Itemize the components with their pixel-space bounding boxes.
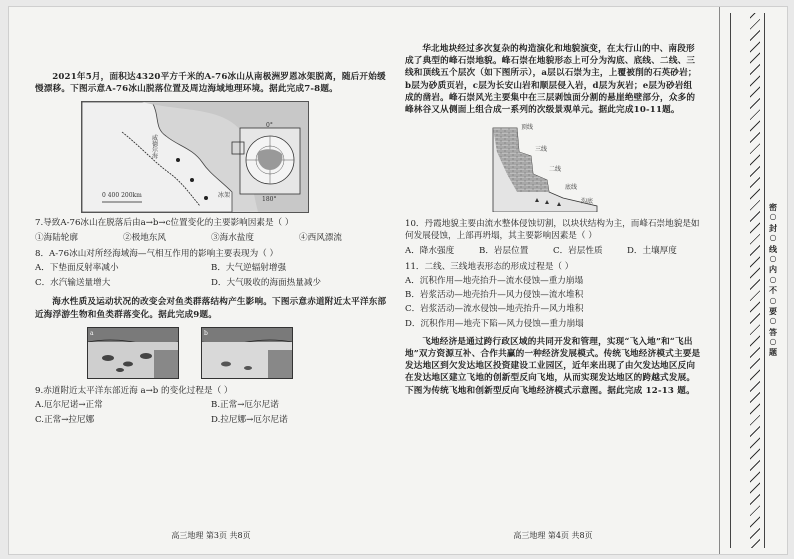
seal-char-5: 不 — [769, 285, 777, 296]
ocean-label-a: a — [90, 329, 94, 337]
q11-option-c: C．岩浆活动—流水侵蚀—地壳抬升—风力堆积 — [405, 304, 584, 315]
q9-options — [35, 399, 387, 429]
map-lat-label: 0° — [266, 122, 273, 130]
label-base-line: 底线 — [565, 184, 578, 192]
q11-option-d: D．沉积作用—地壳下陷—风力侵蚀—重力崩塌 — [405, 318, 584, 329]
seal-char-7: 答 — [769, 326, 777, 337]
intro-7-8: 2021年5月，面积达4320平方千米的A-76冰山从南极洲罗恩冰架脱离，随后开始缓慢漂移。下图示意A-76冰山脱落位置及周边海域地理环境。据此完成7-8题。 — [35, 72, 386, 95]
q8-option-a: A．下垫面反射率减小 — [35, 263, 119, 274]
binding-strip — [719, 7, 786, 554]
q9-option-c: C.正常→拉尼娜 — [35, 415, 95, 426]
map-sea-label: 威德尔海 — [152, 135, 159, 161]
q7-options — [35, 232, 387, 244]
q10-options — [405, 245, 701, 257]
ocean-label-b: b — [204, 329, 208, 337]
antarctic-map — [81, 101, 309, 213]
label-second-line: 二线 — [549, 166, 562, 174]
q10-option-d: D．土壤厚度 — [627, 245, 677, 256]
question-9: 9.赤道附近太平洋东部近海 a→b 的变化过程是（ ） — [35, 385, 233, 396]
q11-options — [405, 275, 701, 332]
seal-char-4: 内 — [769, 264, 777, 275]
q7-option-1: ①海陆轮廓 — [35, 232, 78, 243]
seal-char-8: 题 — [769, 347, 777, 358]
intro-10-11: 华北地块经过多次复杂的构造演化和地貌演变，在太行山的中、南段形成了典型的峰石崇地貌。峰石崇在地貌形态上可分为沟底、底线、二线、三线和顶线五个层次（如下图所示），a层以石崇为主，上覆被削的石英砂岩；b层为砂质页岩，c层为长安山岩和顺层侵入岩，d层为灰岩；e层为砂岩组成的凿岩。峰石崇风光主要集中在三层剥蚀面分割的悬崖绝壁部分，众多的峰林谷又从侧面上组合成一系列的次级景观单元。据此完成10-11题。 — [405, 44, 697, 116]
map-shelf-label: 冰架 — [218, 192, 231, 200]
q9-option-d: D.拉尼娜→厄尔尼诺 — [211, 415, 288, 426]
question-7: 7.导致A-76冰山在脱落后由a→b→c位置变化的主要影响因素是（ ） — [35, 218, 294, 229]
cliff-section-figure — [487, 122, 607, 212]
binding-zigzag — [750, 13, 760, 548]
exam-sheet — [8, 6, 788, 555]
label-top-line: 顶线 — [521, 124, 534, 132]
binding-line-1 — [730, 13, 731, 548]
intro-9: 海水性质及运动状况的改变会对鱼类群落结构产生影响。下图示意赤道附近太平洋东部近海浮游生物和鱼类群落变化。据此完成9题。 — [35, 297, 387, 320]
q10-option-b: B．岩层位置 — [479, 245, 529, 256]
question-10: 10．丹霞地貌主要由流水整体侵蚀切割，以块状结构为主，而峰石崇地貌是如何发展侵蚀，上部再坍塌，其主要影响因素是（ ） — [405, 219, 700, 242]
ocean-figure-b — [201, 327, 293, 379]
q7-option-4: ④西风漂流 — [299, 232, 342, 243]
seal-char-6: 要 — [769, 305, 777, 316]
q8-option-c: C．水汽输送量增大 — [35, 278, 111, 289]
q7-option-2: ②极地东风 — [123, 232, 166, 243]
question-8: 8．A-76冰山对所经海域海—气相互作用的影响主要表现为（ ） — [35, 248, 279, 259]
seal-line-text: 密 ○ 封 ○ 线 ○ 内 ○ 不 ○ 要 ○ 答 ○ 题 — [769, 202, 777, 358]
page-4-footer: 高三地理 第4页 共8页 — [513, 530, 593, 540]
q11-option-b: B．岩浆活动—地壳抬升—风力侵蚀—流水堆积 — [405, 290, 584, 301]
q8-options — [35, 262, 387, 292]
q10-option-c: C．岩层性质 — [553, 245, 603, 256]
seal-char-3: 线 — [769, 243, 777, 254]
seal-char-2: 封 — [769, 222, 777, 233]
map-scale: 0 400 200km — [102, 192, 142, 200]
q8-option-d: D．大气吸收的海面热量减少 — [211, 278, 322, 289]
binding-line-2 — [764, 13, 765, 548]
label-ditch-bottom: 沟底 — [581, 198, 594, 206]
q10-option-a: A．降水强度 — [405, 245, 455, 256]
page-3 — [35, 7, 387, 547]
ocean-figures — [87, 327, 387, 379]
q9-option-a: A.厄尔尼诺→正常 — [35, 400, 103, 411]
label-third-line: 三线 — [535, 146, 548, 154]
ocean-figure-a — [87, 327, 179, 379]
page-3-footer: 高三地理 第3页 共8页 — [171, 530, 251, 540]
question-11: 11．二线、三线地表形态的形成过程是（ ） — [405, 261, 574, 272]
q8-option-b: B．大气逆辐射增强 — [211, 263, 287, 274]
q7-option-3: ③海水盐度 — [211, 232, 254, 243]
map-lon-label: 180° — [262, 196, 277, 204]
intro-12-13: 飞地经济是通过跨行政区域的共同开发和管理，实现“飞入地”和“飞出地”双方资源互补、合作共赢的一种经济发展模式。传统飞地经济模式主要是发达地区到欠发达地区投资建设工业园区，近年来出现了由欠发达地区反向在发达地区建立飞地的创新型反向飞地，从而实现发达地区的跨越式发展。下图为传统飞地和创新型反向飞地经济模式示意图。据此完成 12-13 题。 — [405, 336, 701, 396]
q11-option-a: A．沉积作用—地壳抬升—流水侵蚀—重力崩塌 — [405, 276, 584, 287]
page-4 — [405, 7, 701, 547]
seal-char-1: 密 — [769, 202, 777, 212]
q9-option-b: B.正常→厄尔尼诺 — [211, 400, 279, 411]
